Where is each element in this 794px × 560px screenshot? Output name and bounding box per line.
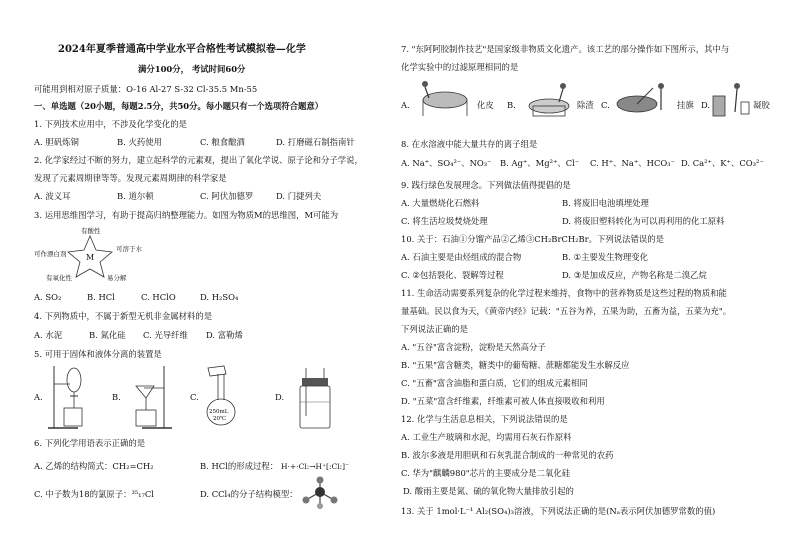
q6-stem: 6. 下列化学用语表示正确的是 [34,438,146,448]
q11-option-a: A. "五谷"富含淀粉，淀粉是天然高分子 [401,342,546,352]
q11-option-c: C. "五畜"富含油脂和蛋白质，它们的组成元素相同 [401,378,588,388]
q3-label-oxidizing: 有氧化性 [46,274,72,282]
section-heading: 一、单选题（20小题，每题2.5分，共50分。每小题只有一个选项符合题意） [34,101,324,111]
q4-option-a: A. 水泥 [34,330,63,340]
q3-label-decomposes: 易分解 [107,274,127,282]
q7-image-d-worker-icon [711,80,751,118]
q10-option-b: B. ①主要发生物理变化 [562,252,648,262]
q4-option-b: B. 氮化硅 [89,330,126,340]
q3-stem: 3. 运用思维图学习，有助于提高归纳整理能力。如图为物质M的思维图，M可能为 [34,210,339,220]
q7-image-b-worker-icon [517,80,575,118]
q7-stem-line2: 化学实验中的过滤原理相同的是 [401,62,519,72]
q5-stem: 5. 可用于固体和液体分离的装置是 [34,349,162,359]
q7-option-a: A. [401,100,410,110]
q9-option-b: B. 将废旧电池填埋处理 [562,198,649,208]
q5-option-b: B. [112,392,121,402]
q11-option-d: D. "五菜"富含纤维素，纤维素可被人体直接吸收和利用 [401,396,605,406]
q5-apparatus-b-filtration [124,364,174,432]
q7-caption-a: 化皮 [477,100,494,110]
q7-caption-b: 除渣 [577,100,594,110]
q1-stem: 1. 下列技术应用中，不涉及化学变化的是 [34,119,188,129]
q10-stem: 10. 关于：石油①分馏产品②乙烯③CH₂BrCH₂Br。下列说法错误的是 [401,234,665,244]
atomic-masses: 可能用到相对原子质量：O-16 Al-27 S-32 Cl-35.5 Mn-55 [34,84,258,94]
q7-stem-line1: 7. "东阿阿胶制作技艺"是国家级非物质文化遗产。该工艺的部分操作如下图所示，其中与 [401,44,730,54]
q9-option-c: C. 将生活垃圾焚烧处理 [401,216,488,226]
exam-title: 2024年夏季普通高中学业水平合格性考试模拟卷—化学 [58,44,306,55]
q12-option-a: A. 工业生产玻璃和水泥，均需用石灰石作原料 [401,432,572,442]
q12-stem: 12. 化学与生活息息相关，下列说法错误的是 [401,414,568,424]
q8-option-a: A. Na⁺、SO₄²⁻、NO₃⁻ [401,158,492,168]
q8-stem: 8. 在水溶液中能大量共存的离子组是 [401,139,538,149]
q6-option-c: C. 中子数为18的氯原子：³⁵₁₇Cl [34,489,154,499]
q12-option-c: C. 华为"麒麟980"芯片的主要成分是二氧化硅 [401,468,571,478]
q3-label-acidic: 有酸性 [81,227,101,235]
q6-ccl4-model-icon [300,476,340,510]
q10-option-a: A. 石油主要是由烃组成的混合物 [401,252,522,262]
q2-option-b: B. 道尔顿 [117,191,154,201]
q2-stem-line1: 2. 化学家经过不断的努力，建立起科学的元素观，提出了氧化学说、原子论和分子学说， [34,155,363,165]
q11-stem-line3: 下列说法正确的是 [401,324,468,334]
q3-option-a: A. SO₂ [34,292,62,302]
q9-option-d: D. 将废旧塑料转化为可以再利用的化工原料 [562,216,725,226]
q2-option-d: D. 门捷列夫 [276,191,322,201]
q2-stem-line2: 发现了元素周期律等等。发现元素周期律的科学家是 [34,173,227,183]
q7-caption-c: 挂旗 [677,100,694,110]
q4-stem: 4. 下列物质中，不属于新型无机非金属材料的是 [34,311,213,321]
q1-option-b: B. 火药使用 [117,137,162,147]
exam-info: 满分100分， 考试时间60分 [138,64,246,74]
q7-caption-d: 凝胶 [753,100,770,110]
q13-stem: 13. 关于 1mol·L⁻¹ Al₂(SO₄)₃溶液，下列说法正确的是(Nₐ表示阿伏加德罗常数的值) [401,506,716,516]
q4-option-c: C. 光导纤维 [143,330,188,340]
q2-option-a: A. 波义耳 [34,191,71,201]
q8-option-b: B. Ag⁺、Mg²⁺、Cl⁻ [500,158,580,168]
q11-stem-line1: 11. 生命活动需要系列复杂的化学过程来维持，食物中的营养物质是这些过程的物质和能 [401,288,727,298]
q3-option-b: B. HCl [87,292,115,302]
q7-option-b: B. [507,100,516,110]
q5-apparatus-a-separatory-funnel [48,364,98,432]
q3-option-d: D. H₂SO₄ [200,292,239,302]
q6-option-d: D. CCl₄的分子结构模型： [200,489,298,499]
q6-option-b-formula: H·+·Cl:→H⁺[:Cl:]⁻ [281,462,350,471]
q7-image-a-worker-icon [415,80,475,118]
q5-flask-volume-label: 250mL [209,409,229,415]
q9-stem: 9. 践行绿色发展理念。下列做法值得提倡的是 [401,180,571,190]
q8-option-d: D. Ca²⁺、K⁺、CO₃²⁻ [681,158,764,168]
q11-option-b: B. "五果"富含糖类，糖类中的葡萄糖、蔗糖都能发生水解反应 [401,360,630,370]
q2-option-c: C. 阿伏加德罗 [200,191,254,201]
q9-option-a: A. 大量燃烧化石燃料 [401,198,480,208]
q7-image-c-worker-icon [613,80,675,118]
q10-option-d: D. ③是加成反应，产物名称是二溴乙烷 [562,270,707,280]
q5-apparatus-d-gas-washing-bottle [294,366,338,432]
q12-option-d: D. 酸雨主要是氮、硫的氧化物大量排放引起的 [403,486,574,496]
q5-option-c: C. [190,392,199,402]
q7-option-d: D. [701,100,711,110]
q3-label-soluble: 可溶于水 [116,245,142,253]
q7-option-c: C. [601,100,610,110]
q4-option-d: D. 富勒烯 [206,330,243,340]
q1-option-c: C. 粮食酿酒 [200,137,245,147]
q1-option-a: A. 胆矾炼铜 [34,137,79,147]
q3-option-c: C. HClO [141,292,176,302]
q1-option-d: D. 打磨磁石制指南针 [276,137,355,147]
q5-option-a: A. [34,392,43,402]
q6-option-b: B. HCl的形成过程： [200,461,279,471]
q5-option-d: D. [275,392,285,402]
q3-star-center: M [86,253,95,262]
q3-label-bleach: 可作漂白剂 [34,250,67,258]
q5-flask-temp-label: 20℃ [213,416,227,422]
q10-option-c: C. ②包括裂化、裂解等过程 [401,270,504,280]
q8-option-c: C. H⁺、Na⁺、HCO₃⁻ [590,158,676,168]
q12-option-b: B. 波尔多液是用胆矾和石灰乳混合制成的一种常见的农药 [401,450,614,460]
q11-stem-line2: 量基础。民以食为天，《黄帝内经》记载："五谷为养，五果为助，五畜为益，五菜为充"。 [401,306,732,316]
q6-option-a: A. 乙烯的结构简式：CH₂=CH₂ [34,461,154,471]
